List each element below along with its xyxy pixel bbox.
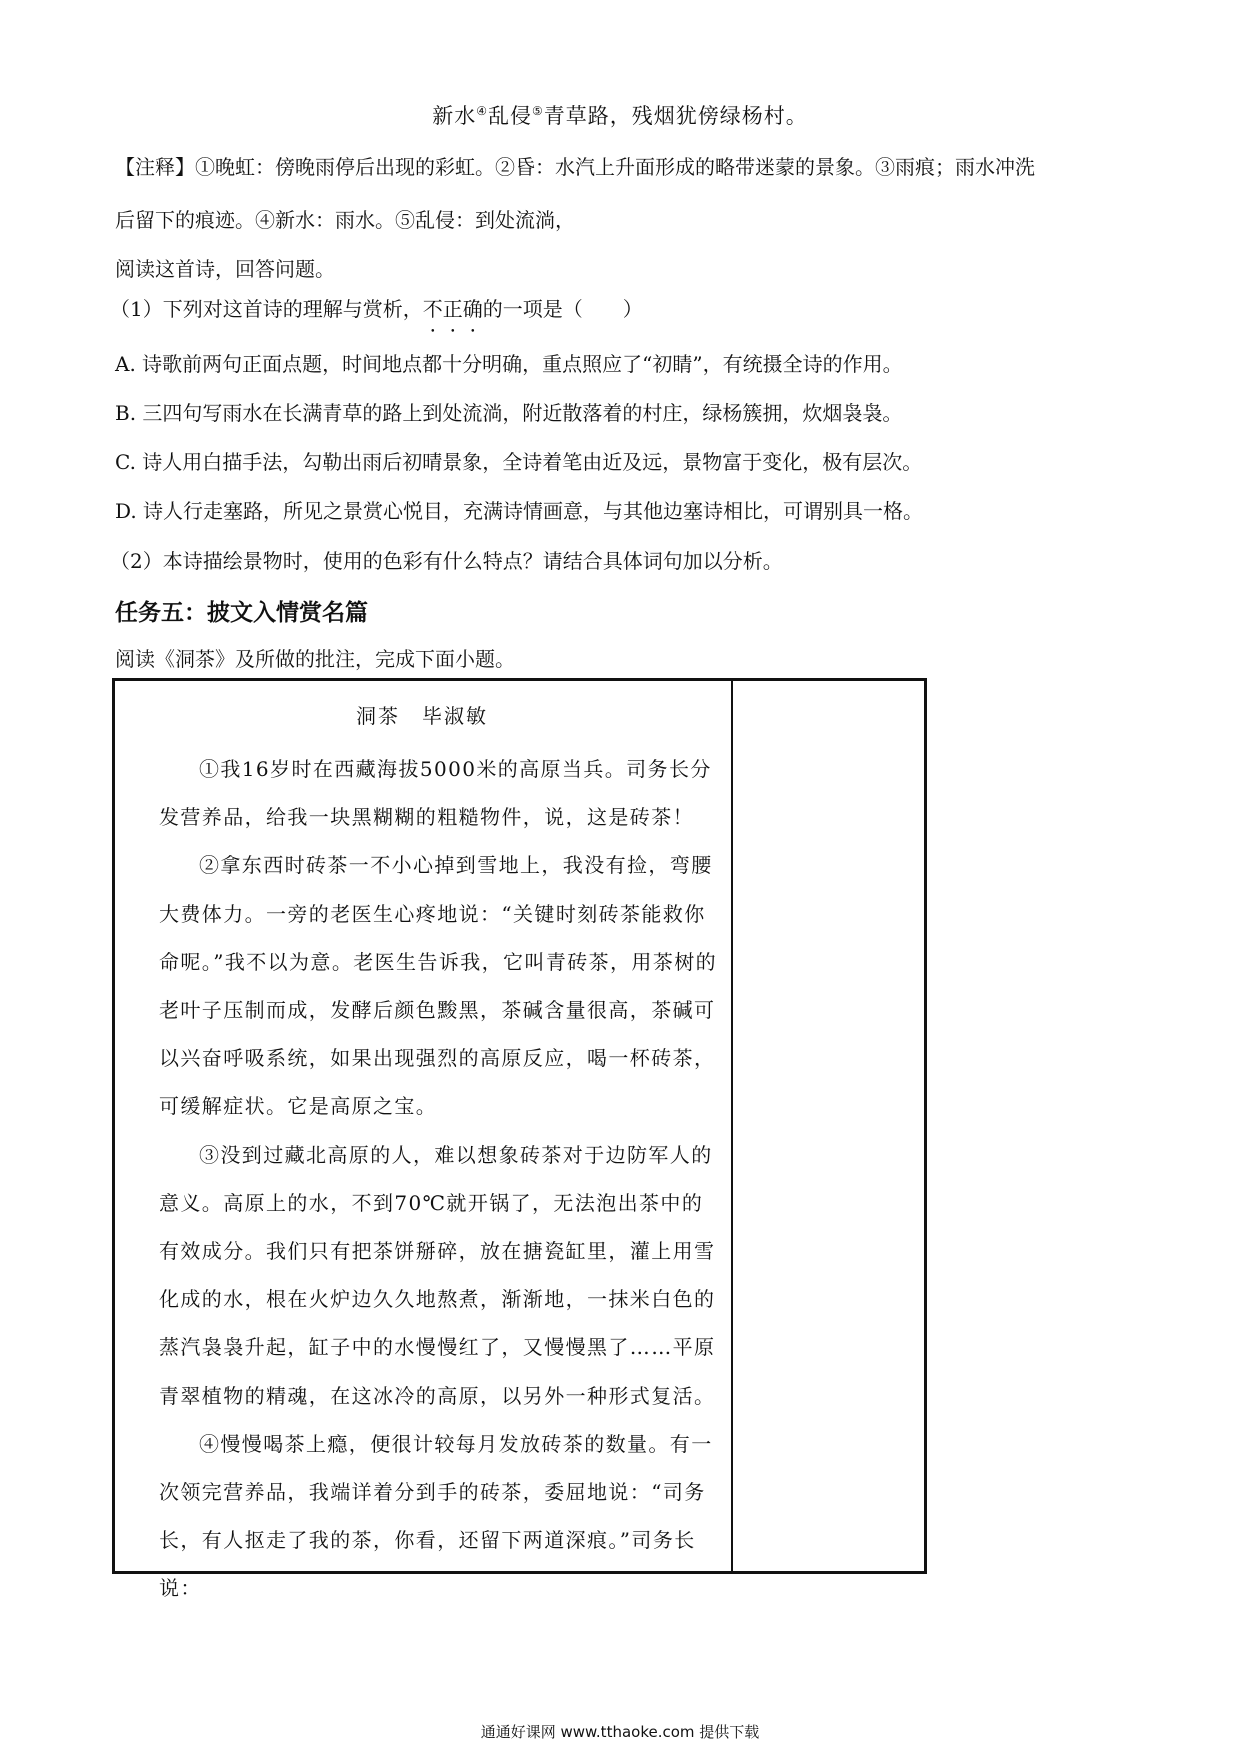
option-b: B. 三四句写雨水在长满青草的路上到处流淌，附近散落着的村庄，绿杨簇拥，炊烟袅袅。	[115, 401, 903, 425]
notes-line-1: 【注释】①晚虹：傍晚雨停后出现的彩虹。②昏：水汽上升面形成的略带迷蒙的景象。③雨痕；雨水冲洗	[115, 155, 1035, 179]
option-c: C. 诗人用白描手法，勾勒出雨后初晴景象，全诗着笔由近及远，景物富于变化，极有层次。	[115, 450, 923, 474]
emphasis-char-3: 确	[462, 297, 483, 321]
section-title: 任务五：披文入情赏名篇	[115, 600, 368, 626]
option-d: D. 诗人行走塞路，所见之景赏心悦目，充满诗情画意，与其他边塞诗相比，可谓别具一格。	[115, 499, 924, 523]
article-paragraph-1: ①我16岁时在西藏海拔5000米的高原当兵。司务长分发营养品，给我一块黑糊糊的粗糙物件，说，这是砖茶！	[159, 757, 712, 830]
question-2: （2）本诗描绘景物时，使用的色彩有什么特点？请结合具体词句加以分析。	[110, 549, 783, 573]
poem-text-2: 乱侵	[488, 104, 532, 128]
article-body	[159, 745, 724, 1613]
question-1	[110, 295, 1120, 323]
question-1-prefix: （1）下列对这首诗的理解与赏析，	[110, 297, 423, 321]
reading-instruction: 阅读这首诗，回答问题。	[115, 257, 335, 281]
article-paragraph-3: ③没到过藏北高原的人，难以想象砖茶对于边防军人的意义。高原上的水，不到70℃就开锅了，无法泡出茶中的有效成分。我们只有把茶饼掰碎，放在搪瓷缸里，灌上用雪化成的水，根在火炉边久久地熬煮，渐渐地，一抹米白色的蒸汽袅袅升起，缸子中的水慢慢红了，又慢慢黑了……平原青翠植物的精魂，在这冰冷的高原，以另外一种形式复活。	[159, 1142, 716, 1408]
footer-source: 通通好课网 www.tthaoke.com 提供下载	[480, 1723, 760, 1741]
table-top-border	[112, 678, 927, 680]
question-1-suffix: 的一项是（ ）	[482, 297, 643, 321]
footnote-mark-4: ④	[476, 104, 488, 118]
article-paragraph-4: ④慢慢喝茶上瘾，便很计较每月发放砖茶的数量。有一次领完营养品，我端详着分到手的砖茶，委屈地说：“司务长，有人抠走了我的茶，你看，还留下两道深痕。”司务长说：	[159, 1431, 713, 1601]
option-a: A. 诗歌前两句正面点题，时间地点都十分明确，重点照应了“初睛”，有统摄全诗的作用。	[115, 352, 903, 376]
footnote-mark-5: ⑤	[532, 104, 544, 118]
reading-instruction-2: 阅读《洞茶》及所做的批注，完成下面小题。	[115, 647, 515, 671]
annotation-column-divider	[731, 678, 733, 1574]
article-title: 洞茶 毕淑敏	[356, 704, 488, 728]
poem-text-1: 新水	[432, 104, 477, 128]
poem-text-3: 青草路，残烟犹傍绿杨村。	[543, 104, 808, 128]
emphasis-char-1: 不	[422, 297, 443, 321]
article-paragraph-2: ②拿东西时砖茶一不小心掉到雪地上，我没有捡，弯腰大费体力。一旁的老医生心疼地说：“关键时刻砖茶能救你命呢。”我不以为意。老医生告诉我，它叫青砖茶，用茶树的老叶子压制而成，发酵后颜色黢黑，茶碱含量很高，茶碱可以兴奋呼吸系统，如果出现强烈的高原反应，喝一杯砖茶，可缓解症状。它是高原之宝。	[159, 853, 718, 1119]
emphasis-char-2: 正	[442, 297, 463, 321]
poem-line	[0, 100, 1240, 130]
notes-line-2: 后留下的痕迹。④新水：雨水。⑤乱侵：到处流淌，	[115, 208, 575, 232]
